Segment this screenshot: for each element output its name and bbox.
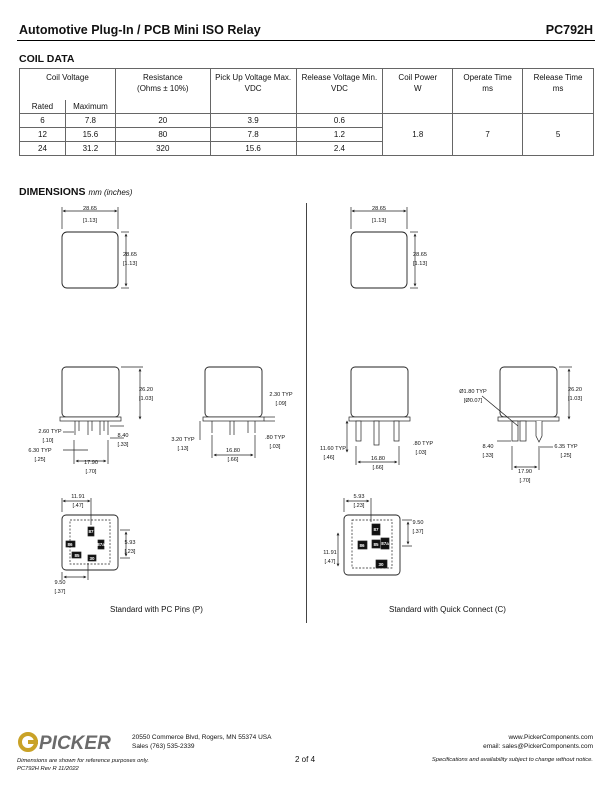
dimensions-title: DIMENSIONS mm (inches) [19, 186, 133, 198]
pin-label: 86 [67, 542, 73, 547]
cell-release: 1.2 [296, 128, 383, 142]
cell-maximum: 15.6 [65, 128, 115, 142]
dim-label: 3.20 TYP [171, 437, 195, 443]
cell-pickup: 15.6 [210, 142, 296, 156]
dim-label: [1.13] [413, 261, 427, 267]
website-link[interactable]: www.PickerComponents.com [508, 734, 593, 741]
cell-maximum: 31.2 [65, 142, 115, 156]
pin-label: 87a [381, 541, 389, 546]
pin-label: 85 [74, 553, 80, 558]
cell-release: 2.4 [296, 142, 383, 156]
dim-label: .80 TYP [264, 435, 286, 441]
dim-label: [.03] [269, 444, 281, 450]
right-end-view [482, 367, 572, 470]
dim-label: [.25] [560, 453, 572, 459]
dim-label: 9.50 [412, 520, 424, 526]
pin-label: 30 [89, 556, 95, 561]
cell-operate-time: 7 [453, 114, 523, 156]
footer-note: Dimensions are shown for reference purposes only. PC792H Rev R 11/2022 [17, 758, 149, 772]
dim-label: 28.65 [123, 252, 137, 258]
dim-label: 8.40 [482, 444, 494, 450]
maximum-header: Maximum [65, 100, 115, 114]
dim-label: 17.90 [518, 469, 532, 475]
dim-label: [.10] [42, 438, 54, 444]
dim-label: [.25] [34, 457, 46, 463]
cell-coil-power: 1.8 [383, 114, 453, 156]
dim-label: [.23] [353, 503, 365, 509]
dim-label: 28.65 [372, 206, 386, 212]
dim-label: 5.93 [124, 540, 136, 546]
caption-quick-connect: Standard with Quick Connect (C) [389, 605, 506, 614]
dim-label: [.66] [227, 457, 239, 463]
cell-rated: 24 [20, 142, 66, 156]
dim-label: [Ø0.07] [463, 398, 483, 404]
dim-label: [.66] [372, 465, 384, 471]
caption-pc-pins: Standard with PC Pins (P) [110, 605, 203, 614]
dim-label: 26.20 [568, 387, 582, 393]
dim-label: 2.60 TYP [38, 429, 62, 435]
dim-label: [1.13] [83, 218, 97, 224]
cell-release-time: 5 [523, 114, 594, 156]
pin-label: 87a [97, 542, 105, 547]
dim-label: .80 TYP [412, 441, 434, 447]
left-side-view [60, 367, 143, 464]
dim-label: [.37] [54, 589, 66, 595]
operate-time-header: Operate Time ms [453, 69, 523, 114]
dim-label: [1.13] [123, 261, 137, 267]
release-voltage-header: Release Voltage Min. VDC [296, 69, 383, 114]
picker-logo [17, 731, 125, 753]
dim-label: 28.65 [83, 206, 97, 212]
dim-label: 8.40 [117, 433, 129, 439]
dim-label: 6.30 TYP [28, 448, 52, 454]
dim-label: 11.60 TYP [320, 446, 346, 452]
dim-label: 5.93 [353, 494, 365, 500]
dim-label: [.47] [72, 503, 84, 509]
dim-label: 16.80 [371, 456, 385, 462]
pin-label: 85 [373, 542, 379, 547]
release-time-header: Release Time ms [523, 69, 594, 114]
pin-label: 87 [373, 527, 379, 532]
dim-label: [.23] [124, 549, 136, 555]
dim-label: [1.03] [139, 396, 153, 402]
left-bottom-view [62, 498, 130, 580]
dim-label: [.09] [275, 401, 287, 407]
dim-label: [.70] [519, 478, 531, 484]
cell-rated: 12 [20, 128, 66, 142]
spec-disclaimer: Specifications and availability subject to change without notice. [431, 757, 593, 763]
left-end-view [200, 367, 275, 458]
dim-label: [1.13] [372, 218, 386, 224]
cell-pickup: 7.8 [210, 128, 296, 142]
dim-label: [.13] [177, 446, 189, 452]
svg-text:PICKER: PICKER [39, 733, 111, 753]
pickup-header: Pick Up Voltage Max. VDC [210, 69, 296, 114]
cell-release: 0.6 [296, 114, 383, 128]
dim-label: 17.90 [84, 460, 98, 466]
right-side-view [347, 367, 410, 465]
resistance-header: Resistance (Ohms ± 10%) [115, 69, 210, 114]
cell-rated: 6 [20, 114, 66, 128]
coil-voltage-header: Coil Voltage [20, 69, 116, 101]
pin-label: 30 [378, 562, 384, 567]
dim-label: [.33] [117, 442, 129, 448]
part-number: PC792H [545, 23, 593, 37]
company-address: 20550 Commerce Blvd, Rogers, MN 55374 USA Sales (763) 535-2339 [132, 734, 272, 750]
right-bottom-view [338, 498, 412, 575]
page-title: Automotive Plug-In / PCB Mini ISO Relay [19, 23, 261, 37]
page-number: 2 of 4 [295, 755, 316, 764]
dim-label: [.37] [412, 529, 424, 535]
dim-label: 9.50 [54, 580, 66, 586]
dim-label: [.46] [323, 455, 335, 461]
email-link[interactable]: email: sales@PickerComponents.com [483, 743, 593, 750]
cell-resistance: 80 [115, 128, 210, 142]
company-contact [483, 733, 593, 751]
dim-label: 6.35 TYP [554, 444, 578, 450]
dim-label: 26.20 [139, 387, 153, 393]
dim-label: [.70] [85, 469, 97, 475]
dim-label: 2.30 TYP [269, 392, 293, 398]
dim-label: [.03] [415, 450, 427, 456]
pin-label: 86 [359, 543, 365, 548]
cell-pickup: 3.9 [210, 114, 296, 128]
cell-maximum: 7.8 [65, 114, 115, 128]
cell-resistance: 320 [115, 142, 210, 156]
dim-label: Ø1.80 TYP [459, 389, 487, 395]
cell-resistance: 20 [115, 114, 210, 128]
dim-label: 16.80 [226, 448, 240, 454]
dim-label: 11.91 [71, 494, 85, 500]
dim-label: [1.03] [568, 396, 582, 402]
dim-label: [.47] [324, 559, 336, 565]
coil-data-title: COIL DATA [19, 53, 75, 65]
coil-power-header: Coil Power W [383, 69, 453, 114]
dim-label: [.33] [482, 453, 494, 459]
dim-label: 11.91 [323, 550, 337, 556]
rated-header: Rated [20, 100, 66, 114]
dim-label: 28.65 [413, 252, 427, 258]
pin-label: 87 [88, 529, 94, 534]
